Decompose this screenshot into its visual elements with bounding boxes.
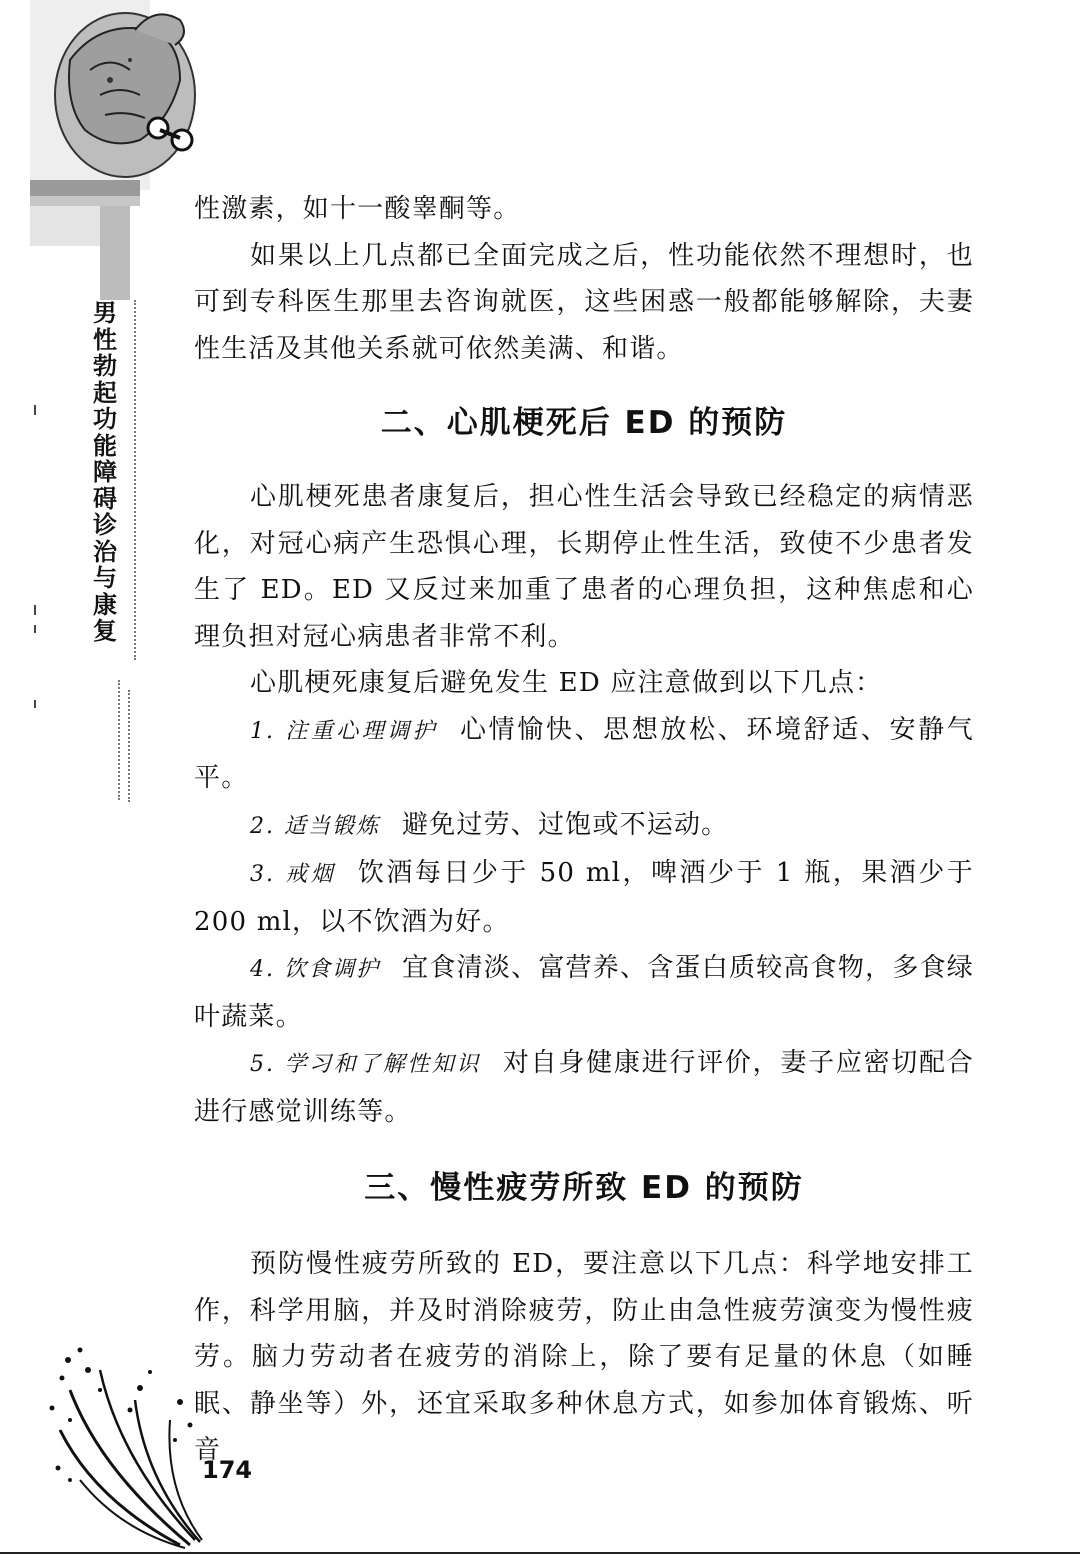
floral-decoration xyxy=(40,1330,210,1550)
paragraph: 心肌梗死康复后避免发生 ED 应注意做到以下几点： xyxy=(250,668,883,698)
paragraph: 预防慢性疲劳所致的 ED，要注意以下几点：科学地安排工作，科学用脑，并及时消除疲劳，防止由急性疲劳演变为慢性疲劳。脑力劳动者在疲劳的消除上，除了要有足量的休息（如睡眠、静坐等）外，还宜采取多种休息方式，如参加体育锻炼、听音 xyxy=(194,1249,974,1465)
section-heading: 三、慢性疲劳所致 ED 的预防 xyxy=(364,1170,804,1206)
section-heading: 二、心肌梗死后 ED 的预防 xyxy=(380,405,788,441)
sidebar-band-decoration xyxy=(30,180,140,300)
list-item xyxy=(194,1040,974,1135)
list-item-text: 宜食清淡、富营养、含蛋白质较高食物，多食绿叶蔬菜。 xyxy=(194,953,975,1032)
edge-mark xyxy=(34,605,36,615)
edge-mark xyxy=(34,625,36,633)
dotted-rule xyxy=(128,690,130,802)
list-item-label: 3. 戒烟 xyxy=(250,862,336,887)
dotted-rule xyxy=(134,300,136,660)
list-item xyxy=(194,945,974,1040)
edge-mark xyxy=(34,405,36,415)
list-item-text: 避免过劳、过饱或不运动。 xyxy=(401,809,729,840)
list-item-label: 4. 饮食调护 xyxy=(250,957,381,982)
list-item-label: 5. 学习和了解性知识 xyxy=(250,1052,481,1077)
page-number: 174 xyxy=(202,1456,253,1484)
list-item xyxy=(194,850,974,945)
list-item-label: 1. 注重心理调护 xyxy=(250,718,439,744)
paragraph: 心肌梗死患者康复后，担心性生活会导致已经稳定的病情恶化，对冠心病产生恐惧心理，长期停止性生活，致使不少患者发生了 ED。ED 又反过来加重了患者的心理负担，这种焦虑和心理负担对冠心病患者非常不利。 xyxy=(194,482,974,652)
list-item-label: 2. 适当锻炼 xyxy=(250,813,380,839)
page-bottom-rule xyxy=(0,1552,1080,1554)
paragraph: 性激素，如十一酸睾酮等。 xyxy=(194,194,521,224)
list-item xyxy=(194,802,974,851)
muscle-figure-illustration xyxy=(30,0,200,190)
list-item-text: 对自身健康进行评价，妻子应密切配合进行感觉训练等。 xyxy=(194,1048,975,1127)
paragraph: 如果以上几点都已全面完成之后，性功能依然不理想时，也可到专科医生那里去咨询就医，这些困惑一般都能够解除，夫妻性生活及其他关系就可依然美满、和谐。 xyxy=(194,240,974,364)
list-item xyxy=(194,707,974,802)
dotted-rule xyxy=(118,680,120,800)
edge-mark xyxy=(34,700,36,708)
book-title-vertical: 男性勃起功能障碍诊治与康复 xyxy=(93,299,117,645)
page-body xyxy=(194,186,974,1474)
list-item-text: 饮酒每日少于 50 ml，啤酒少于 1 瓶，果酒少于 200 ml，以不饮酒为好。 xyxy=(194,858,975,937)
list-item-text: 心情愉快、思想放松、环境舒适、安静气平。 xyxy=(194,714,975,793)
